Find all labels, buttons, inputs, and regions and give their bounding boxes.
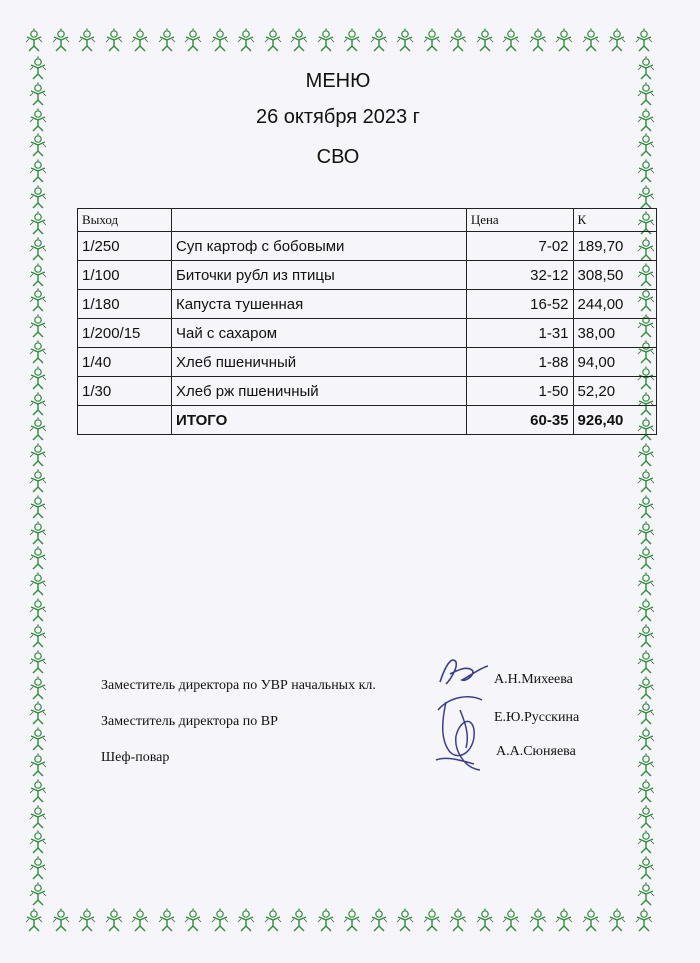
snowman-figure-icon <box>77 908 97 932</box>
cell-dish: Суп картоф с бобовыми <box>172 232 467 261</box>
snowman-figure-icon <box>342 28 362 52</box>
total-price: 60-35 <box>466 406 573 435</box>
snowman-figure-icon <box>636 185 656 209</box>
signature-role-3: Шеф-повар <box>101 750 170 765</box>
cell-dish: Биточки рубл из птицы <box>172 261 467 290</box>
cell-price: 1-88 <box>466 348 573 377</box>
snowman-figure-icon <box>289 28 309 52</box>
snowman-figure-icon <box>528 28 548 52</box>
snowman-figure-icon <box>28 856 48 880</box>
cell-code: 1/250 <box>78 232 172 261</box>
snowman-figure-icon <box>636 469 656 493</box>
snowman-figure-icon <box>636 727 656 751</box>
snowman-figure-icon <box>636 495 656 519</box>
snowman-figure-icon <box>28 495 48 519</box>
cell-k: 52,20 <box>573 377 656 406</box>
cell-price: 32-12 <box>466 261 573 290</box>
snowman-figure-icon <box>636 856 656 880</box>
header-k: К <box>573 209 656 232</box>
snowman-figure-icon <box>369 28 389 52</box>
cell-dish: Хлеб рж пшеничный <box>172 377 467 406</box>
total-k: 926,40 <box>573 406 656 435</box>
snowman-figure-icon <box>554 28 574 52</box>
snowman-figure-icon <box>28 392 48 416</box>
snowman-figure-icon <box>28 417 48 441</box>
cell-dish: Хлеб пшеничный <box>172 348 467 377</box>
snowman-figure-icon <box>636 753 656 777</box>
snowman-figure-icon <box>28 701 48 725</box>
snowman-figure-icon <box>28 624 48 648</box>
snowman-figure-icon <box>501 908 521 932</box>
cell-k: 38,00 <box>573 319 656 348</box>
snowman-figure-icon <box>634 908 654 932</box>
table-total-row <box>78 406 657 435</box>
handwritten-signature-2 <box>430 690 494 780</box>
cell-dish: Чай с сахаром <box>172 319 467 348</box>
snowman-figure-icon <box>157 908 177 932</box>
snowman-figure-icon <box>475 28 495 52</box>
cell-price: 7-02 <box>466 232 573 261</box>
snowman-figure-icon <box>28 650 48 674</box>
snowman-figure-icon <box>28 572 48 596</box>
snowman-figure-icon <box>210 908 230 932</box>
snowman-figure-icon <box>636 830 656 854</box>
snowman-figure-icon <box>28 546 48 570</box>
snowman-figure-icon <box>51 908 71 932</box>
cell-k: 189,70 <box>573 232 656 261</box>
snowman-figure-icon <box>554 908 574 932</box>
signature-role-2: Заместитель директора по ВР <box>101 714 278 729</box>
snowman-figure-icon <box>28 882 48 906</box>
snowman-figure-icon <box>316 908 336 932</box>
snowman-figure-icon <box>210 28 230 52</box>
snowman-figure-icon <box>28 805 48 829</box>
header-dish <box>172 209 467 232</box>
table-row <box>78 290 657 319</box>
snowman-figure-icon <box>636 676 656 700</box>
table-row <box>78 377 657 406</box>
snowman-figure-icon <box>28 598 48 622</box>
signature-name-3: А.А.Сюняева <box>496 744 576 759</box>
signature-name-2: Е.Ю.Русскина <box>494 710 580 725</box>
table-row <box>78 261 657 290</box>
snowman-figure-icon <box>636 572 656 596</box>
table-row <box>78 232 657 261</box>
snowman-figure-icon <box>28 314 48 338</box>
menu-title: МЕНЮ <box>305 70 371 92</box>
snowman-figure-icon <box>501 28 521 52</box>
snowman-figure-icon <box>422 28 442 52</box>
snowman-figure-icon <box>28 676 48 700</box>
snowman-figure-icon <box>130 28 150 52</box>
snowman-figure-icon <box>581 908 601 932</box>
snowman-figure-icon <box>634 28 654 52</box>
cell-price: 1-50 <box>466 377 573 406</box>
total-label: ИТОГО <box>172 406 467 435</box>
snowman-figure-icon <box>28 521 48 545</box>
snowman-figure-icon <box>104 28 124 52</box>
snowman-figure-icon <box>28 185 48 209</box>
handwritten-signature-1 <box>436 652 492 692</box>
snowman-figure-icon <box>183 28 203 52</box>
snowman-figure-icon <box>104 908 124 932</box>
header-output: Выход <box>78 209 172 232</box>
signature-role-1: Заместитель директора по УВР начальных кл. <box>101 678 376 693</box>
cell-price: 16-52 <box>466 290 573 319</box>
decorative-border-top <box>24 28 654 54</box>
snowman-figure-icon <box>607 908 627 932</box>
table-row <box>78 319 657 348</box>
snowman-figure-icon <box>28 263 48 287</box>
table-row <box>78 348 657 377</box>
snowman-figure-icon <box>448 28 468 52</box>
snowman-figure-icon <box>395 28 415 52</box>
cell-k: 244,00 <box>573 290 656 319</box>
snowman-figure-icon <box>28 288 48 312</box>
snowman-figure-icon <box>581 28 601 52</box>
cell-code: 1/100 <box>78 261 172 290</box>
snowman-figure-icon <box>289 908 309 932</box>
snowman-figure-icon <box>24 28 44 52</box>
snowman-figure-icon <box>28 779 48 803</box>
snowman-figure-icon <box>28 366 48 390</box>
snowman-figure-icon <box>236 908 256 932</box>
cell-k: 94,00 <box>573 348 656 377</box>
snowman-figure-icon <box>51 28 71 52</box>
snowman-figure-icon <box>28 340 48 364</box>
snowman-figure-icon <box>28 727 48 751</box>
cell-code: 1/40 <box>78 348 172 377</box>
snowman-figure-icon <box>607 28 627 52</box>
snowman-figure-icon <box>263 28 283 52</box>
table-header-row <box>78 209 657 232</box>
snowman-figure-icon <box>422 908 442 932</box>
cell-code: 1/200/15 <box>78 319 172 348</box>
snowman-figure-icon <box>636 650 656 674</box>
menu-date: 26 октября 2023 г <box>256 106 420 128</box>
snowman-figure-icon <box>475 908 495 932</box>
snowman-figure-icon <box>636 779 656 803</box>
cell-price: 1-31 <box>466 319 573 348</box>
snowman-figure-icon <box>24 908 44 932</box>
snowman-figure-icon <box>28 469 48 493</box>
snowman-figure-icon <box>130 908 150 932</box>
snowman-figure-icon <box>236 28 256 52</box>
cell-dish: Капуста тушенная <box>172 290 467 319</box>
snowman-figure-icon <box>28 237 48 261</box>
decorative-border-right <box>636 56 658 906</box>
decorative-border-left <box>28 56 50 906</box>
snowman-figure-icon <box>28 753 48 777</box>
snowman-figure-icon <box>636 546 656 570</box>
snowman-figure-icon <box>636 882 656 906</box>
snowman-figure-icon <box>528 908 548 932</box>
snowman-figure-icon <box>28 443 48 467</box>
snowman-figure-icon <box>636 521 656 545</box>
snowman-figure-icon <box>636 701 656 725</box>
snowman-figure-icon <box>183 908 203 932</box>
decorative-border-bottom <box>24 908 654 934</box>
snowman-figure-icon <box>636 624 656 648</box>
snowman-figure-icon <box>636 598 656 622</box>
cell-code: 1/180 <box>78 290 172 319</box>
cell-code <box>78 406 172 435</box>
signature-name-1: А.Н.Михеева <box>494 672 573 687</box>
snowman-figure-icon <box>342 908 362 932</box>
snowman-figure-icon <box>28 211 48 235</box>
snowman-figure-icon <box>28 830 48 854</box>
header-price: Цена <box>466 209 573 232</box>
snowman-figure-icon <box>77 28 97 52</box>
snowman-figure-icon <box>636 805 656 829</box>
snowman-figure-icon <box>263 908 283 932</box>
snowman-figure-icon <box>157 28 177 52</box>
menu-subtitle: СВО <box>316 146 360 168</box>
cell-code: 1/30 <box>78 377 172 406</box>
cell-k: 308,50 <box>573 261 656 290</box>
snowman-figure-icon <box>395 908 415 932</box>
snowman-figure-icon <box>636 443 656 467</box>
menu-table <box>77 208 657 435</box>
snowman-figure-icon <box>316 28 336 52</box>
snowman-figure-icon <box>369 908 389 932</box>
snowman-figure-icon <box>448 908 468 932</box>
